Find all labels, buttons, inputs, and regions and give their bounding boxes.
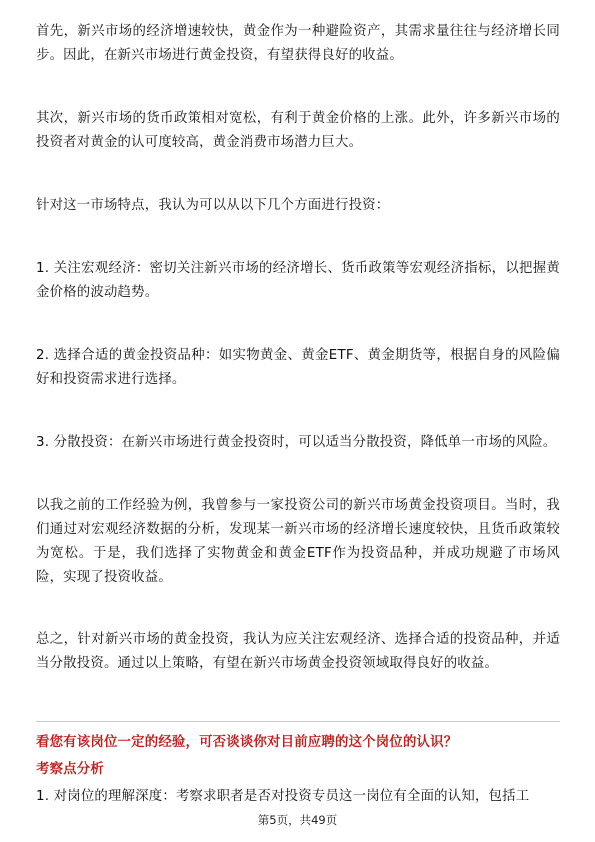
answer-body [36,20,560,676]
analysis-heading: 考察点分析 [36,762,104,777]
list-item-diversify: 3. 分散投资：在新兴市场进行黄金投资时，可以适当分散投资，降低单一市场的风险。 [36,435,557,450]
paragraph-conclusion: 总之，针对新兴市场的黄金投资，我认为应关注宏观经济、选择合适的投资品种，并适当分散投资。通过以上策略，有望在新兴市场黄金投资领域取得良好的收益。 [36,632,560,671]
interview-question: 看您有该岗位一定的经验，可否谈谈你对目前应聘的这个岗位的认识？ [36,735,458,750]
paragraph-monetary-policy: 其次，新兴市场的货币政策相对宽松，有利于黄金价格的上涨。此外，许多新兴市场的投资者对黄金的认可度较高，黄金消费市场潜力巨大。 [36,111,560,150]
paragraph-experience: 以我之前的工作经验为例，我曾参与一家投资公司的新兴市场黄金投资项目。当时，我们通过对宏观经济数据的分析，发现某一新兴市场的经济增长速度较快，且货币政策较为宽松。于是，我们选择了实物黄金和黄金ETF作为投资品种，并成功规避了市场风险，实现了投资收益。 [36,498,560,585]
page-number: 第5页，共49页 [257,813,338,827]
analysis-point-1: 1. 对岗位的理解深度：考察求职者是否对投资专员这一岗位有全面的认知，包括工 [36,789,530,804]
paragraph-growth: 首先，新兴市场的经济增速较快，黄金作为一种避险资产，其需求量往往与经济增长同步。因此，在新兴市场进行黄金投资，有望获得良好的收益。 [36,24,560,63]
list-item-product-choice: 2. 选择合适的黄金投资品种：如实物黄金、黄金ETF、黄金期货等，根据自身的风险偏好和投资需求进行选择。 [36,348,560,387]
list-item-macro: 1. 关注宏观经济：密切关注新兴市场的经济增长、货币政策等宏观经济指标，以把握黄金价格的波动趋势。 [36,261,560,300]
paragraph-strategy-intro: 针对这一市场特点，我认为可以从以下几个方面进行投资： [36,198,390,213]
section-divider [36,721,560,722]
